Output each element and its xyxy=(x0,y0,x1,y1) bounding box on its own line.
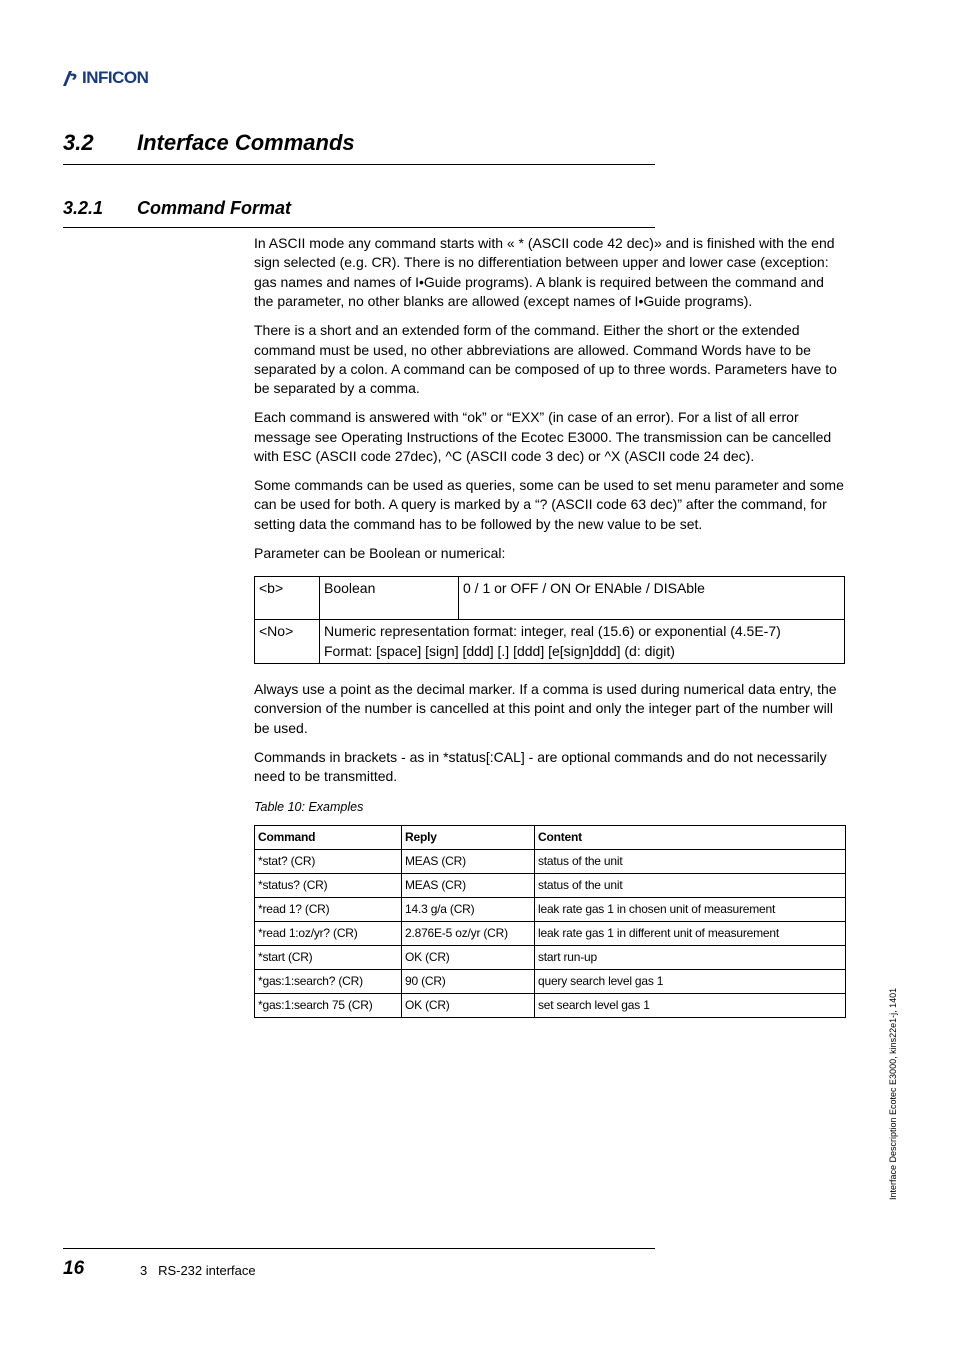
examples-table xyxy=(254,825,846,1018)
body-text xyxy=(254,234,846,1018)
table-cell: OK (CR) xyxy=(402,945,535,969)
table-cell: leak rate gas 1 in chosen unit of measurement xyxy=(535,897,846,921)
side-document-id: Interface Description Ecotec E3000, kins22e1-j, 1401 xyxy=(888,987,898,1200)
column-header: Content xyxy=(535,825,846,849)
table-cell: status of the unit xyxy=(535,873,846,897)
paragraph: Commands in brackets - as in *status[:CAL] - are optional commands and do not necessarily need to be transmitted. xyxy=(254,748,827,785)
subsection-rule xyxy=(63,227,655,228)
table-cell: *stat? (CR) xyxy=(255,849,402,873)
table-cell: *read 1? (CR) xyxy=(255,897,402,921)
table-cell: status of the unit xyxy=(535,849,846,873)
param-description xyxy=(320,620,845,664)
param-code: <b> xyxy=(255,577,320,620)
section-heading xyxy=(63,130,355,156)
parameter-table xyxy=(254,576,845,664)
column-header: Command xyxy=(255,825,402,849)
param-line: Format: [space] [sign] [ddd] [.] [ddd] [e[sign]ddd] (d: digit) xyxy=(324,642,675,659)
table-cell: *gas:1:search? (CR) xyxy=(255,969,402,993)
subsection-title: Command Format xyxy=(137,198,292,218)
table-cell: 2.876E-5 oz/yr (CR) xyxy=(402,921,535,945)
table-cell: leak rate gas 1 in different unit of measurement xyxy=(535,921,846,945)
table-cell: *status? (CR) xyxy=(255,873,402,897)
paragraph: Always use a point as the decimal marker. If a comma is used during numerical data entry, the conversion of the number is cancelled at this point and only the integer part of the number will be used. xyxy=(254,680,837,736)
footer-rule xyxy=(63,1248,655,1249)
paragraph: In ASCII mode any command starts with « * (ASCII code 42 dec)» and is finished with the end sign selected (e.g. CR). There is no differentiation between upper and lower case (exception: gas names and names of I•Guide programs). A blank is required between the command and the parameter, no other blanks are allowed (except names of I•Guide programs). xyxy=(254,235,835,310)
table-cell: MEAS (CR) xyxy=(402,873,535,897)
table-row xyxy=(255,620,845,664)
param-name: Boolean xyxy=(320,577,459,620)
table-header-row xyxy=(255,825,846,849)
table-row xyxy=(255,577,845,620)
table-cell: OK (CR) xyxy=(402,993,535,1017)
param-line: Numeric representation format: integer, real (15.6) or exponential (4.5E-7) xyxy=(324,623,781,640)
table-cell: 90 (CR) xyxy=(402,969,535,993)
table-caption: Table 10: Examples xyxy=(254,800,364,815)
subsection-heading xyxy=(63,198,291,219)
table-row xyxy=(255,921,846,945)
table-cell: *start (CR) xyxy=(255,945,402,969)
table-cell: *read 1:oz/yr? (CR) xyxy=(255,921,402,945)
section-title: Interface Commands xyxy=(137,130,355,155)
table-row xyxy=(255,849,846,873)
footer-chapter: 3 RS-232 interface xyxy=(140,1263,256,1278)
table-cell: query search level gas 1 xyxy=(535,969,846,993)
paragraph: There is a short and an extended form of the command. Either the short or the extended command must be used, no other abbreviations are allowed. Command Words have to be separated by a colon. A command can be composed of up to three words. Parameters have to be separated by a comma. xyxy=(254,322,837,397)
column-header: Reply xyxy=(402,825,535,849)
table-cell: *gas:1:search 75 (CR) xyxy=(255,993,402,1017)
subsection-number: 3.2.1 xyxy=(63,198,104,218)
table-row xyxy=(255,969,846,993)
table-row xyxy=(255,897,846,921)
param-code: <No> xyxy=(255,620,320,664)
paragraph: Each command is answered with “ok” or “EXX” (in case of an error). For a list of all error message see Operating Instructions of the Ecotec E3000. The transmission can be cancelled with ESC (ASCII code 27dec), ^C (ASCII code 3 dec) or ^X (ASCII code 24 dec). xyxy=(254,409,832,465)
section-rule xyxy=(63,164,655,165)
inficon-logo xyxy=(60,67,148,89)
section-number: 3.2 xyxy=(63,130,94,155)
table-row xyxy=(255,945,846,969)
table-cell: set search level gas 1 xyxy=(535,993,846,1017)
table-cell: 14.3 g/a (CR) xyxy=(402,897,535,921)
table-row xyxy=(255,873,846,897)
inficon-logo-icon xyxy=(60,68,80,88)
table-row xyxy=(255,993,846,1017)
paragraph: Parameter can be Boolean or numerical: xyxy=(254,544,506,561)
paragraph: Some commands can be used as queries, some can be used to set menu parameter and some can be used for both. A query is marked by a “? (ASCII code 63 dec)” after the command, for setting data the command has to be followed by the new value to be set. xyxy=(254,476,844,532)
param-values: 0 / 1 or OFF / ON Or ENAble / DISAble xyxy=(459,577,845,620)
logo-text: INFICON xyxy=(82,68,149,87)
page-number: 16 xyxy=(63,1258,85,1279)
table-cell: start run-up xyxy=(535,945,846,969)
table-cell: MEAS (CR) xyxy=(402,849,535,873)
